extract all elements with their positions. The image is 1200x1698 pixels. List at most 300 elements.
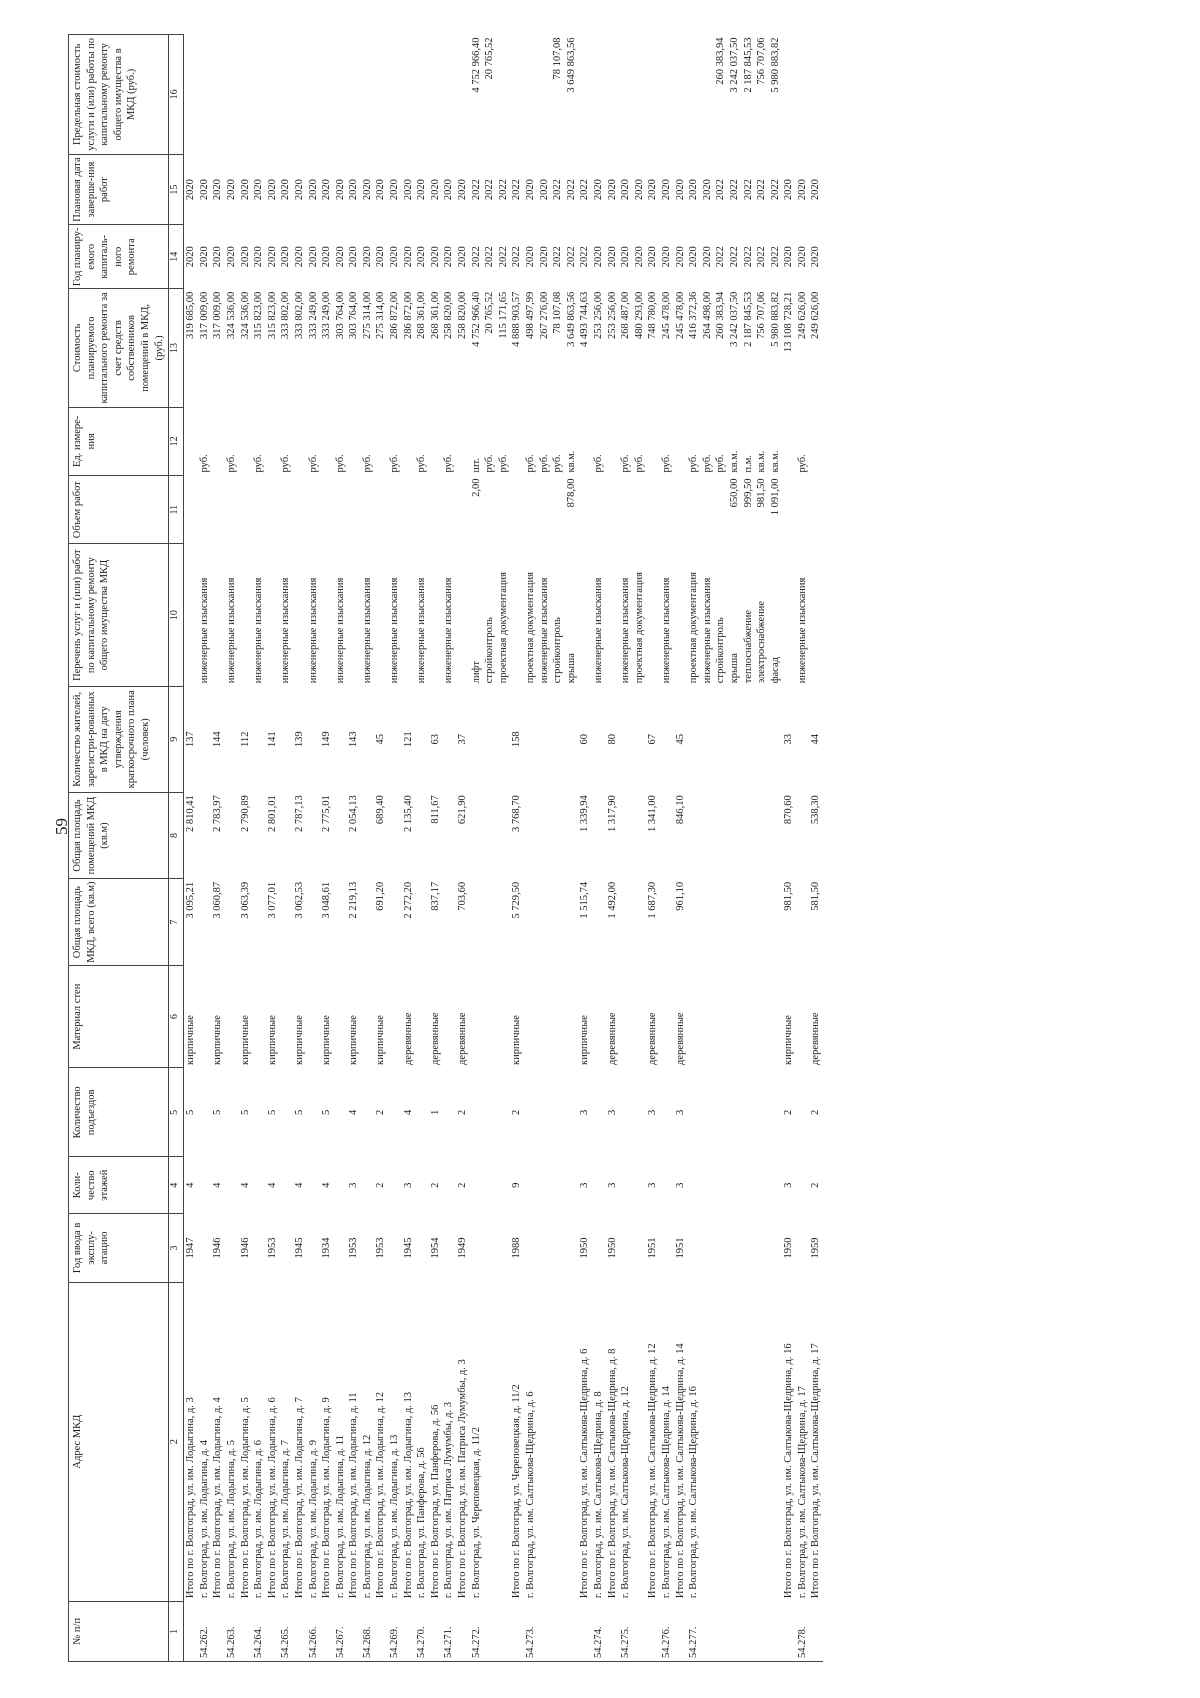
table-cell: кирпичные — [375, 1015, 387, 1065]
table-cell — [252, 686, 266, 792]
table-cell: проектная документация — [633, 572, 645, 684]
column-number-3: 3 — [169, 1214, 184, 1282]
column-header-8: Общая площадь помещений МКД (кв.м) — [69, 792, 169, 879]
table-cell — [755, 965, 769, 1068]
table-cell: 4 — [321, 1182, 333, 1188]
table-cell: 2020 — [633, 246, 645, 268]
table-cell: инженерные изыскания — [361, 577, 373, 684]
table-cell — [470, 686, 484, 792]
table-cell — [388, 476, 402, 544]
table-cell: Итого по г. Волгоград, ул. Панферова, д. 56 — [429, 1404, 441, 1599]
table-cell: 275 314,00 — [375, 291, 387, 339]
table-cell: 2020 — [334, 179, 346, 201]
table-cell — [225, 1214, 239, 1282]
column-number-14: 14 — [169, 225, 184, 289]
table-cell: 2020 — [660, 246, 672, 268]
table-cell — [347, 476, 361, 544]
table-cell: 315 823,00 — [266, 291, 278, 339]
table-row — [198, 35, 212, 1662]
table-cell — [728, 1601, 742, 1661]
table-cell — [374, 544, 388, 686]
table-cell: кв.м. — [756, 450, 768, 473]
table-cell — [211, 544, 225, 686]
table-cell: 4 — [266, 1182, 278, 1188]
table-cell: 2022 — [756, 246, 768, 268]
table-cell: 2020 — [239, 179, 251, 201]
table-cell — [755, 1282, 769, 1601]
table-cell — [252, 35, 266, 155]
table-cell — [198, 476, 212, 544]
column-header-5: Количество подъездов — [69, 1068, 169, 1157]
table-cell — [538, 792, 552, 879]
table-cell: 1934 — [321, 1237, 333, 1259]
column-number-12: 12 — [169, 407, 184, 475]
table-cell — [347, 544, 361, 686]
table-cell — [551, 1282, 565, 1601]
table-cell: кирпичные — [783, 1015, 795, 1065]
table-cell — [225, 1068, 239, 1157]
table-cell: 2020 — [443, 246, 455, 268]
table-row — [565, 35, 579, 1662]
table-cell: 333 249,00 — [307, 291, 319, 339]
table-cell — [483, 1601, 497, 1661]
table-cell: 2020 — [225, 246, 237, 268]
table-cell: инженерные изыскания — [307, 577, 319, 684]
table-cell: 54.265. — [279, 1601, 293, 1661]
table-cell — [538, 35, 552, 155]
table-cell — [510, 1601, 524, 1661]
table-cell: 54.278. — [796, 1601, 810, 1661]
table-cell: 2022 — [756, 179, 768, 201]
table-cell: 317 009,00 — [212, 291, 224, 339]
table-cell: 999,50 — [742, 478, 754, 508]
table-cell — [565, 1601, 579, 1661]
table-cell: 691,20 — [375, 881, 387, 911]
table-cell: деревянные — [647, 1012, 659, 1065]
table-cell: 13 108 728,21 — [783, 291, 795, 353]
table-cell: 2022 — [484, 246, 496, 268]
table-cell: руб. — [389, 454, 401, 473]
table-cell: 3 077,01 — [266, 881, 278, 919]
column-number-row — [169, 35, 184, 1662]
table-cell — [714, 476, 728, 544]
table-cell — [470, 1214, 484, 1282]
table-cell — [619, 686, 633, 792]
table-cell — [701, 476, 715, 544]
table-cell — [742, 1601, 756, 1661]
table-cell: инженерные изыскания — [796, 577, 808, 684]
table-row — [809, 35, 823, 1662]
table-cell: Итого по г. Волгоград, ул. им. Лодыгина, д. 7 — [293, 1397, 305, 1599]
table-cell — [619, 1214, 633, 1282]
table-cell — [198, 1068, 212, 1157]
column-header-2: Адрес МКД — [69, 1282, 169, 1601]
table-cell: 267 276,00 — [538, 291, 550, 339]
table-cell: 981,50 — [756, 478, 768, 508]
table-cell: 3 063,39 — [239, 881, 251, 919]
table-cell — [687, 476, 701, 544]
table-cell: проектная документация — [525, 572, 536, 684]
table-cell — [470, 792, 484, 879]
table-cell: 54.262. — [198, 1601, 212, 1661]
table-cell — [279, 35, 293, 155]
table-cell: 3 048,61 — [321, 881, 333, 919]
table-cell: 2020 — [212, 179, 224, 201]
table-cell: 2020 — [620, 179, 632, 201]
table-row — [619, 35, 633, 1662]
table-cell: 2020 — [307, 246, 319, 268]
table-cell: 260 383,94 — [715, 291, 727, 339]
table-cell — [483, 1068, 497, 1157]
table-cell: 2020 — [389, 179, 401, 201]
table-cell — [429, 544, 443, 686]
table-cell: 4 — [402, 1109, 414, 1115]
table-cell: 268 361,00 — [429, 291, 441, 339]
table-cell: руб. — [484, 454, 496, 473]
table-row — [510, 35, 524, 1662]
table-cell: деревянные — [429, 1012, 441, 1065]
table-cell: 5 980 883,82 — [769, 291, 781, 347]
table-cell: 4 493 744,63 — [579, 291, 591, 347]
table-cell — [293, 35, 307, 155]
table-cell: Итого по г. Волгоград, ул. им. Салтыкова-Щедрина, д. 17 — [810, 1343, 822, 1599]
table-cell — [742, 1214, 756, 1282]
table-cell: 1951 — [674, 1237, 686, 1259]
table-cell: 258 820,00 — [443, 291, 455, 339]
table-cell: 260 383,94 — [715, 37, 727, 85]
table-cell: 258 820,00 — [457, 291, 469, 339]
table-cell: 67 — [647, 734, 659, 745]
table-cell — [646, 407, 660, 475]
table-cell — [606, 407, 620, 475]
table-cell: 275 314,00 — [361, 291, 373, 339]
table-cell: 2022 — [742, 246, 754, 268]
table-cell: 2020 — [633, 179, 645, 201]
table-cell: 2020 — [280, 246, 292, 268]
table-cell — [755, 1157, 769, 1214]
table-cell: 2 — [375, 1109, 387, 1115]
table-cell: руб. — [225, 454, 237, 473]
table-cell: 2020 — [538, 246, 550, 268]
table-cell: 2020 — [701, 246, 713, 268]
table-cell: 333 249,00 — [321, 291, 333, 339]
table-cell: инженерные изыскания — [620, 577, 632, 684]
table-cell: 538,30 — [810, 795, 822, 825]
table-cell: 121 — [402, 731, 414, 748]
table-cell: 2 — [429, 1182, 441, 1188]
table-cell — [538, 476, 552, 544]
table-row — [606, 35, 620, 1662]
table-cell: 3 — [579, 1182, 591, 1188]
table-cell — [714, 792, 728, 879]
table-cell — [769, 686, 783, 792]
table-cell — [442, 1214, 456, 1282]
table-cell: деревянные — [457, 1012, 469, 1065]
table-cell: 4 — [185, 1182, 197, 1188]
table-cell — [307, 476, 321, 544]
column-number-13: 13 — [169, 289, 184, 407]
table-cell — [307, 792, 321, 879]
table-cell: г. Волгоград, ул. им. Салтыкова-Щедрина, д. 6 — [525, 1391, 536, 1599]
table-cell — [769, 1601, 783, 1661]
table-cell: 2020 — [457, 246, 469, 268]
table-cell — [538, 879, 552, 966]
table-cell — [184, 544, 198, 686]
table-cell: г. Волгоград, ул. им. Лодыгина, д. 12 — [361, 1434, 373, 1599]
table-cell: 870,60 — [783, 795, 795, 825]
table-cell: 5 980 883,82 — [769, 37, 781, 93]
table-cell — [809, 544, 823, 686]
table-cell: 33 — [783, 734, 795, 745]
table-row — [211, 35, 225, 1662]
table-cell — [429, 1601, 443, 1661]
table-cell: 3 — [579, 1109, 591, 1115]
table-cell: 54.268. — [361, 1601, 375, 1661]
table-cell — [279, 1157, 293, 1214]
table-cell — [456, 1601, 470, 1661]
table-row — [361, 35, 375, 1662]
table-cell: 1 492,00 — [606, 881, 618, 919]
table-row — [307, 35, 321, 1662]
table-cell — [769, 879, 783, 966]
table-cell — [211, 407, 225, 475]
table-cell: 2020 — [253, 179, 265, 201]
table-cell — [701, 965, 715, 1068]
table-cell — [347, 35, 361, 155]
table-row — [646, 35, 660, 1662]
table-cell — [565, 879, 579, 966]
table-cell: г. Волгоград, ул. Череповецкая, д. 11/2 — [470, 1427, 482, 1599]
column-header-14: Год планиру-емого капиталь-ного ремонта — [69, 225, 169, 289]
table-cell — [769, 1068, 783, 1157]
table-cell — [524, 1214, 538, 1282]
table-cell — [728, 1157, 742, 1214]
table-cell — [483, 1282, 497, 1601]
table-cell — [266, 35, 280, 155]
table-cell: 748 780,00 — [647, 291, 659, 339]
table-cell: руб. — [796, 454, 808, 473]
table-cell: руб. — [633, 454, 645, 473]
table-cell — [714, 1157, 728, 1214]
table-cell: 1 339,94 — [579, 795, 591, 832]
page-number: 59 — [52, 818, 71, 835]
table-cell: 2020 — [783, 246, 795, 268]
table-cell: 2 187 845,53 — [742, 37, 754, 93]
table-cell: 333 802,00 — [280, 291, 292, 339]
table-cell — [769, 792, 783, 879]
table-cell — [660, 1214, 674, 1282]
table-cell — [633, 1601, 647, 1661]
table-cell — [633, 1068, 647, 1157]
table-cell — [782, 476, 796, 544]
table-cell — [782, 544, 796, 686]
column-number-9: 9 — [169, 686, 184, 792]
table-cell — [211, 35, 225, 155]
table-cell: 2 790,89 — [239, 795, 251, 832]
table-cell: кирпичные — [348, 1015, 360, 1065]
table-cell: 1945 — [402, 1237, 414, 1259]
table-cell: 2 783,97 — [212, 795, 224, 832]
column-number-8: 8 — [169, 792, 184, 879]
table-cell — [551, 1068, 565, 1157]
table-cell: 3 768,70 — [511, 795, 523, 832]
table-cell — [592, 792, 606, 879]
table-cell — [728, 1068, 742, 1157]
table-row — [374, 35, 388, 1662]
table-cell: 1947 — [185, 1237, 197, 1259]
table-cell: 2020 — [389, 246, 401, 268]
table-cell: кв.м. — [728, 450, 740, 473]
table-cell: 60 — [579, 734, 591, 745]
table-cell — [592, 1068, 606, 1157]
table-cell — [320, 1601, 334, 1661]
table-cell: 2020 — [253, 246, 265, 268]
table-cell — [415, 686, 429, 792]
rotated-page — [68, 34, 1172, 1662]
table-cell: 2020 — [674, 246, 686, 268]
table-cell — [796, 35, 810, 155]
table-cell — [687, 1068, 701, 1157]
table-cell: 1 091,00 — [769, 478, 781, 516]
table-cell — [470, 965, 484, 1068]
table-cell — [266, 1601, 280, 1661]
table-cell — [551, 1157, 565, 1214]
table-cell: 2020 — [688, 179, 700, 201]
table-cell: 1951 — [647, 1237, 659, 1259]
table-cell: 2020 — [225, 179, 237, 201]
table-cell: Итого по г. Волгоград, ул. им. Салтыкова-Щедрина, д. 16 — [783, 1343, 795, 1599]
table-cell: руб. — [552, 454, 564, 473]
table-cell: 2020 — [592, 179, 604, 201]
table-cell — [347, 1601, 361, 1661]
table-cell — [796, 965, 810, 1068]
table-cell — [388, 35, 402, 155]
table-cell: 54.277. — [687, 1601, 701, 1661]
table-cell: Итого по г. Волгоград, ул. им. Салтыкова-Щедрина, д. 6 — [579, 1348, 591, 1599]
table-cell — [307, 965, 321, 1068]
table-cell: 158 — [511, 731, 523, 748]
table-cell — [538, 686, 552, 792]
table-cell — [592, 965, 606, 1068]
table-cell — [279, 965, 293, 1068]
column-number-11: 11 — [169, 476, 184, 544]
table-cell: 54.276. — [660, 1601, 674, 1661]
table-cell: г. Волгоград, ул. им. Салтыкова-Щедрина, д. 16 — [688, 1386, 700, 1599]
table-cell — [402, 476, 416, 544]
table-cell — [361, 35, 375, 155]
table-cell: 2020 — [293, 179, 305, 201]
table-cell — [198, 965, 212, 1068]
table-cell: 1959 — [810, 1237, 822, 1259]
table-cell: 2022 — [552, 246, 564, 268]
table-cell — [429, 35, 443, 155]
table-cell: 3 — [647, 1109, 659, 1115]
table-cell: 143 — [348, 731, 360, 748]
table-cell — [538, 1601, 552, 1661]
table-cell: 5 — [266, 1109, 278, 1115]
table-cell — [334, 1157, 348, 1214]
table-cell: 20 765,52 — [484, 291, 496, 334]
table-cell: инженерные изыскания — [701, 577, 713, 684]
table-cell: 2020 — [239, 246, 251, 268]
column-number-1: 1 — [169, 1601, 184, 1661]
table-cell: 324 536,00 — [239, 291, 251, 339]
table-cell: 2020 — [606, 246, 618, 268]
table-cell — [578, 35, 592, 155]
table-cell: Итого по г. Волгоград, ул. им. Салтыкова-Щедрина, д. 14 — [674, 1343, 686, 1599]
table-cell: г. Волгоград, ул. им. Лодыгина, д. 6 — [253, 1439, 265, 1599]
table-cell — [497, 1282, 511, 1601]
table-cell — [388, 879, 402, 966]
table-cell — [578, 544, 592, 686]
table-cell — [415, 965, 429, 1068]
table-cell: инженерные изыскания — [538, 577, 550, 684]
table-cell — [755, 1214, 769, 1282]
table-cell: 3 — [348, 1182, 360, 1188]
column-header-9: Количество жителей, зарегистри-рованных в МКД на дату утверждения краткосрочного плана (человек) — [69, 686, 169, 792]
table-cell: 1 687,30 — [647, 881, 659, 919]
table-cell: 2020 — [796, 246, 808, 268]
table-row — [429, 35, 443, 1662]
table-cell: 54.270. — [415, 1601, 429, 1661]
table-cell — [687, 1214, 701, 1282]
table-cell: 756 707,06 — [756, 37, 768, 85]
table-cell — [442, 792, 456, 879]
table-cell — [633, 1282, 647, 1601]
table-cell: 2 801,01 — [266, 795, 278, 832]
table-cell — [497, 792, 511, 879]
table-cell — [497, 1068, 511, 1157]
table-cell — [742, 792, 756, 879]
table-cell: 4 888 903,57 — [511, 291, 523, 347]
table-cell — [442, 1068, 456, 1157]
table-cell — [320, 544, 334, 686]
table-cell — [619, 35, 633, 155]
table-cell — [361, 686, 375, 792]
table-cell — [687, 879, 701, 966]
table-cell: Итого по г. Волгоград, ул. им. Лодыгина, д. 3 — [185, 1397, 197, 1599]
table-cell — [483, 1214, 497, 1282]
table-cell — [320, 476, 334, 544]
table-cell: Итого по г. Волгоград, ул. им. Салтыкова-Щедрина, д. 12 — [647, 1343, 659, 1599]
table-cell: 2020 — [592, 246, 604, 268]
table-row — [225, 35, 239, 1662]
table-cell — [429, 407, 443, 475]
table-row — [279, 35, 293, 1662]
table-cell: 78 107,08 — [552, 291, 564, 334]
table-cell: 1953 — [266, 1237, 278, 1259]
table-cell — [728, 879, 742, 966]
column-header-4: Коли-чество этажей — [69, 1157, 169, 1214]
table-cell: 2020 — [538, 179, 550, 201]
table-cell — [198, 686, 212, 792]
table-cell — [497, 1601, 511, 1661]
table-cell — [782, 407, 796, 475]
table-cell — [361, 1157, 375, 1214]
capital-repair-table — [68, 34, 823, 1662]
table-cell — [334, 476, 348, 544]
table-cell: 2020 — [198, 246, 210, 268]
column-header-3: Год ввода в эксплу-атацию — [69, 1214, 169, 1282]
table-cell — [198, 792, 212, 879]
table-cell — [633, 1214, 647, 1282]
table-cell: 2020 — [266, 179, 278, 201]
table-cell: 149 — [321, 731, 333, 748]
table-cell: стройконтроль — [552, 617, 564, 684]
table-cell — [646, 476, 660, 544]
table-cell — [266, 476, 280, 544]
table-cell — [551, 792, 565, 879]
